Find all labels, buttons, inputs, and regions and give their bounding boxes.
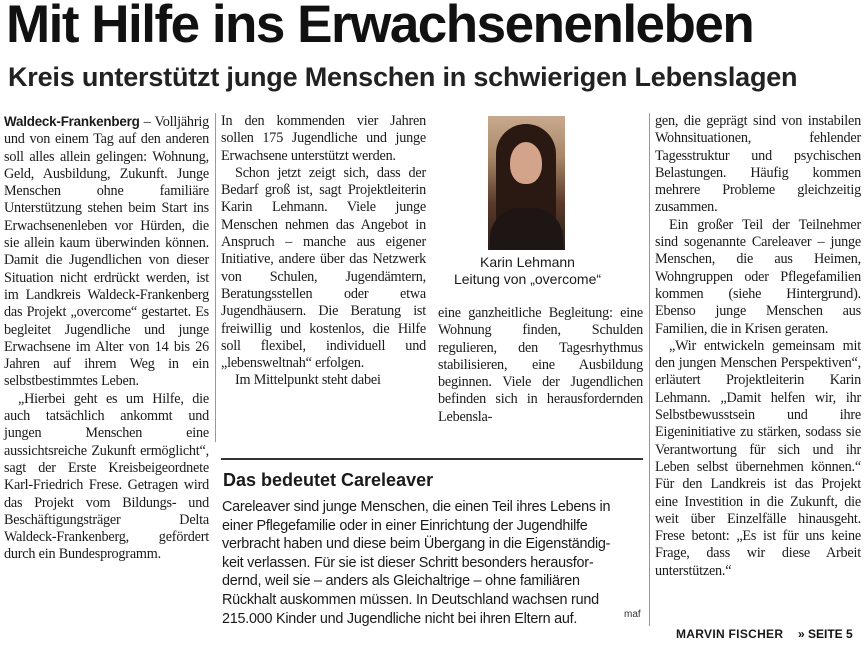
portrait-photo	[488, 116, 565, 250]
col4-paragraph-2: Ein großer Teil der Teilnehmer sind sogenannte Careleaver – junge Menschen, die aus Heimen, Wohngruppen oder Pflegefamilien kommen (siehe Hintergrund). Ebenso junge Menschen aus Familien, die in Krisen geraten.	[655, 216, 861, 337]
infobox-text	[222, 498, 642, 628]
article-column-4	[655, 113, 861, 580]
col1-paragraph-1-text: – Volljährig und von einem Tag auf den anderen soll alles allein gelingen: Wohnung, Geld, Ausbildung, Zukunft. Junge Menschen ohne familiäre Unterstützung stehen beim Start ins Erwachsenenleben vor Hürden, die sie allein kaum überwinden können. Damit die Jugendlichen von dieser Situation nicht erdrückt werden, ist im Landkreis Waldeck-Frankenberg das Projekt „overcome“ gestartet. Es begleitet Jugendliche und junge Erwachsene im Alter von 14 bis 26 Jahren auf ihrem Weg in ein selbstbestimmtes Leben.	[4, 114, 209, 390]
infobox-initials: maf	[624, 609, 641, 620]
article-column-1	[4, 113, 209, 564]
col2-paragraph-3: Im Mittelpunkt steht dabei	[235, 372, 381, 389]
headline: Mit Hilfe ins Erwachsenenleben	[6, 0, 754, 54]
author-byline: MARVIN FISCHER	[676, 627, 784, 641]
col4-paragraph-1: gen, die geprägt sind von instabilen Wohnsituationen, fehlender Tagesstruktur und psychischen Belastungen. Häufig kommen mehrere Probleme gleichzeitig zusammen.	[655, 113, 861, 216]
subheadline: Kreis unterstützt junge Menschen in schwierigen Lebenslagen	[8, 62, 798, 92]
col1-paragraph-1	[4, 113, 209, 391]
infobox-line: keit verlassen. Für sie ist dieser Schritt besonders herausfor-	[222, 554, 594, 571]
infobox-title: Das bedeutet Careleaver	[223, 470, 434, 490]
column-divider-1	[215, 113, 216, 442]
caption-role: Leitung von „overcome“	[453, 271, 602, 287]
infobox-line: einer Pflegefamilie oder in einer Einrichtung der Jugendhilfe	[222, 517, 588, 534]
col4-paragraph-3: „Wir entwickeln gemeinsam mit den jungen Menschen Perspektiven“, erläutert Projektleiterin Karin Lehmann. „Damit helfen wir, ihr Selbstbewusstsein und ihre Eigeninitiative zu stärken, sodass sie Verantwortung für sich und ihr Leben selbst übernehmen können.“ Für den Landkreis ist das Projekt eine Investition in die Zukunft, die weit über Einzelfälle hinausgeht. Frese betont: „Es ist für uns keine Frage, dass wir diese Arbeit unterstützen.“	[655, 337, 861, 579]
column-divider-3	[649, 113, 650, 626]
infobox-line: Rückhalt auskommen müssen. In Deutschland wachsen rund	[222, 591, 599, 608]
infobox-top-rule	[221, 458, 643, 460]
infobox-line: Careleaver sind junge Menschen, die einen Teil ihres Lebens in	[222, 499, 611, 515]
article-column-3	[438, 305, 643, 426]
infobox-line: verbracht haben und diese beim Übergang in die Eigenständig-	[222, 536, 611, 553]
page-reference-link[interactable]: » SEITE 5	[798, 627, 853, 641]
caption-name: Karin Lehmann	[480, 254, 575, 270]
infobox-line: dernd, weil sie – anders als Gleichaltrige – ohne familiären	[222, 573, 580, 590]
photo-caption	[440, 254, 615, 288]
col2-paragraph-1: In den kommenden vier Jahren sollen 175 Jugendliche und junge Erwachsene unterstützt werden.	[221, 113, 426, 164]
col3-paragraph-1: eine ganzheitliche Begleitung: eine Wohnung finden, Schulden regulieren, den Tagesrhythmus stabilisieren, eine Ausbildung beginnen. Viele der Jugendlichen befinden sich in herausfordernden Lebensla-	[438, 305, 643, 425]
article-column-2	[221, 113, 426, 390]
col1-paragraph-2: „Hierbei geht es um Hilfe, die auch tatsächlich ankommt und jungen Menschen eine aussichtsreiche Zukunft ermöglicht“, sagt der Erste Kreisbeigeordnete Karl-Friedrich Frese. Getragen wird das Projekt vom Bildungs- und Beschäftigungsträger Delta Waldeck-Frankenberg, gefördert durch ein Bundesprogramm.	[4, 390, 209, 563]
infobox-line: 215.000 Kinder und Jugendliche nicht bei ihren Eltern auf.	[222, 610, 578, 627]
dateline: Waldeck-Frankenberg	[4, 114, 140, 129]
col2-paragraph-2: Schon jetzt zeigt sich, dass der Bedarf groß ist, sagt Projektleiterin Karin Lehmann. Viele junge Menschen nehmen das Angebot in Anspruch – manche aus eigener Initiative, andere über das Netzwerk von Schulen, Jugendämtern, Beratungsstellen oder etwa Jugendhäusern. Die Beratung ist freiwillig und kostenlos, die Hilfe soll flexibel, individuell und „lebensweltnah“ erfolgen.	[221, 164, 426, 372]
